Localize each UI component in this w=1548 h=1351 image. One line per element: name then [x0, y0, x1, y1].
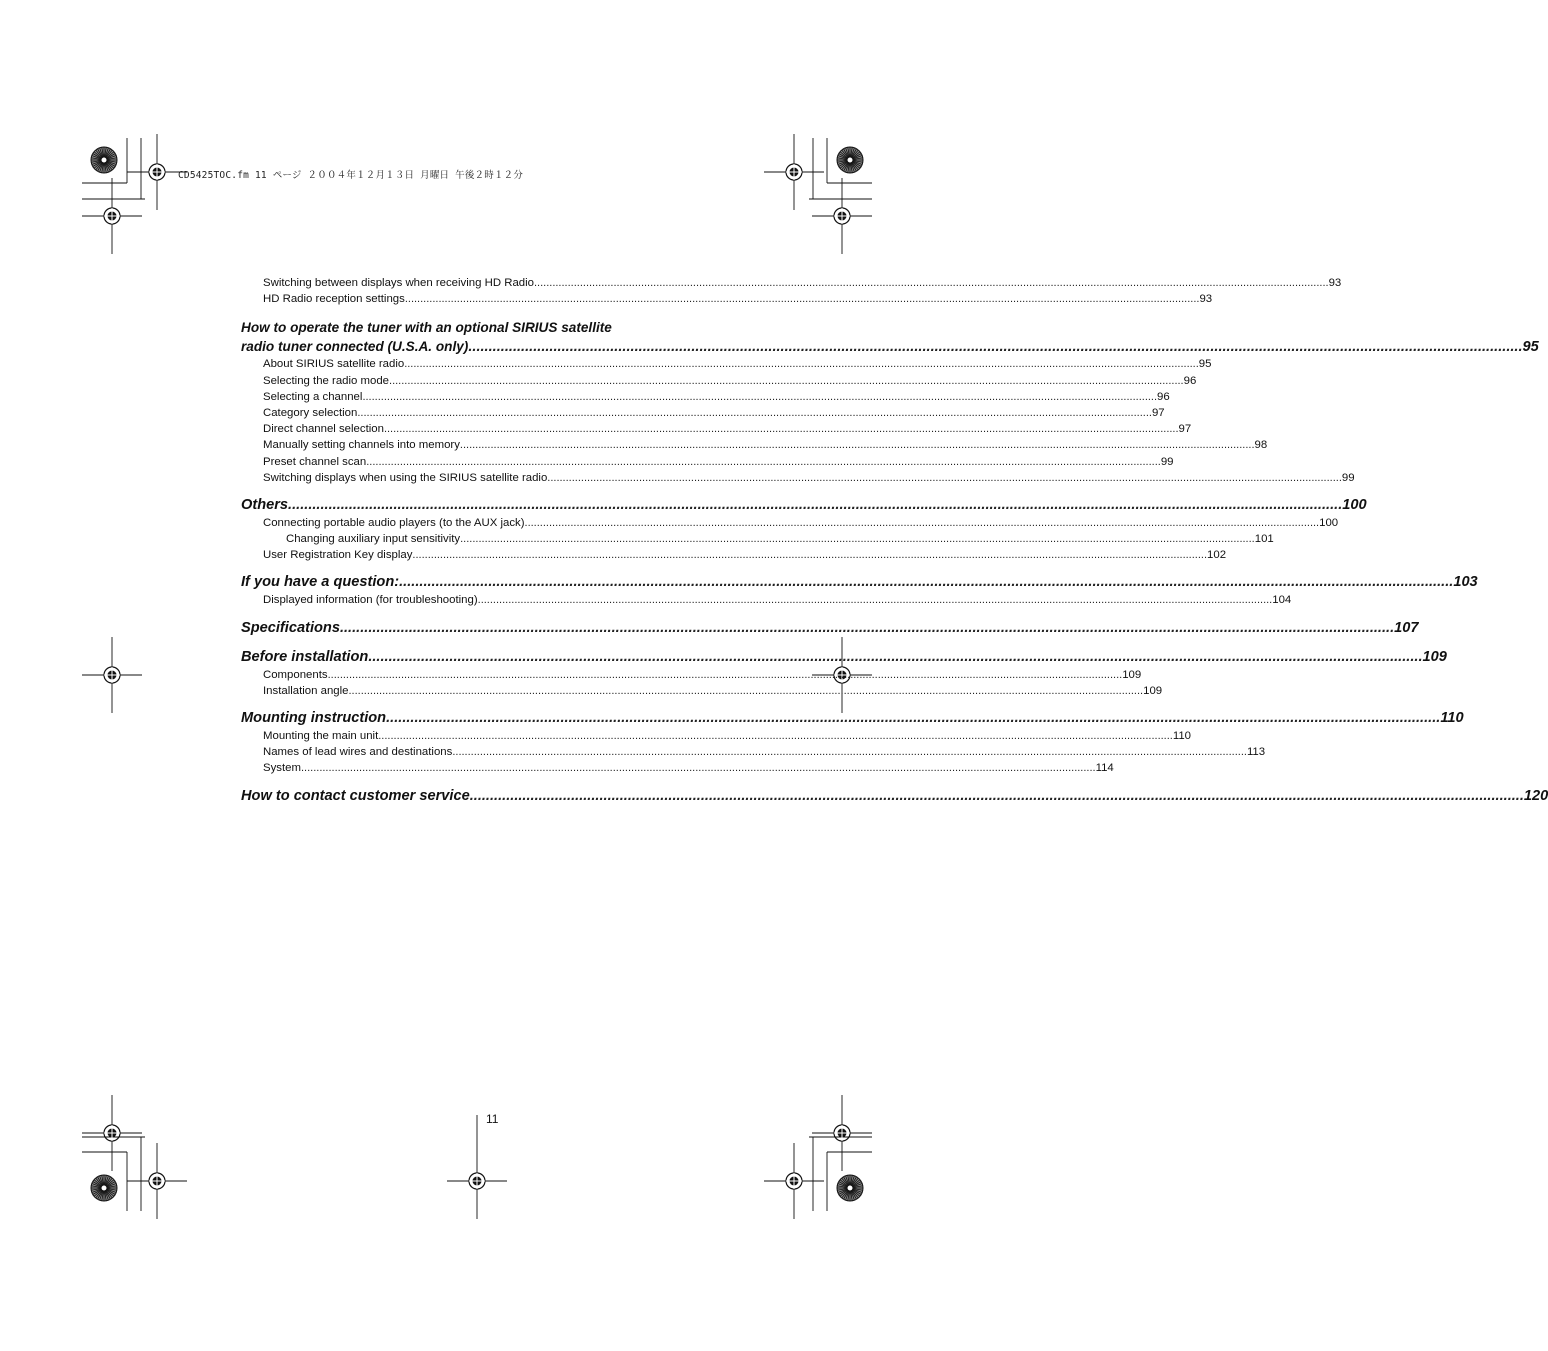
toc-entry[interactable] — [241, 470, 1355, 486]
toc-entry-page: 98 — [1254, 439, 1268, 452]
toc-entry-title: Preset channel scan — [263, 455, 367, 468]
toc-entry[interactable] — [241, 275, 1342, 291]
toc-entry[interactable] — [241, 667, 1142, 683]
toc-entry[interactable] — [241, 683, 1163, 699]
toc-entry-title: Displayed information (for troubleshooting) — [263, 594, 478, 607]
toc-entry-title: System — [263, 762, 301, 775]
dot-leader: .................................................................................................................................................................................................................................................................... — [386, 710, 1441, 726]
toc-entry-page: 109 — [1122, 668, 1142, 681]
dot-leader: .................................................................................................................................................................................................................................................................... — [452, 746, 1247, 759]
registration-mark — [82, 1095, 142, 1171]
toc-entry-page: 107 — [1394, 619, 1419, 636]
toc-entry-title: Specifications — [241, 619, 340, 636]
toc-entry-title: About SIRIUS satellite radio — [263, 358, 405, 371]
toc-heading[interactable] — [241, 496, 1367, 515]
toc-entry-page: 99 — [1160, 455, 1174, 468]
toc-heading[interactable]: How to operate the tuner with an optional SIRIUS satellite — [241, 320, 612, 336]
toc-entry[interactable] — [241, 760, 1114, 776]
dot-leader: .................................................................................................................................................................................................................................................................... — [404, 293, 1200, 306]
toc-entry-page: 102 — [1207, 549, 1227, 562]
registration-mark — [812, 1095, 872, 1171]
toc-entry-title: Switching displays when using the SIRIUS satellite radio — [263, 471, 548, 484]
toc-heading[interactable] — [241, 619, 1419, 638]
toc-entry[interactable] — [241, 547, 1227, 563]
dot-leader: .................................................................................................................................................................................................................................................................... — [399, 574, 1454, 591]
starburst-target — [91, 1175, 117, 1201]
toc-entry-page: 93 — [1199, 293, 1213, 306]
toc-entry[interactable] — [241, 515, 1339, 531]
registration-mark — [812, 178, 872, 254]
dot-leader: .................................................................................................................................................................................................................................................................... — [383, 423, 1179, 436]
dot-leader: .................................................................................................................................................................................................................................................................... — [547, 471, 1342, 484]
registration-mark — [82, 178, 142, 254]
toc-entry-page: 95 — [1198, 358, 1212, 371]
toc-heading[interactable] — [241, 648, 1447, 667]
toc-entry-page: 99 — [1341, 471, 1355, 484]
toc-entry-title: Mounting instruction — [241, 710, 387, 726]
dot-leader: .................................................................................................................................................................................................................................................................... — [348, 684, 1144, 697]
dot-leader: .................................................................................................................................................................................................................................................................... — [468, 339, 1523, 356]
toc-entry[interactable] — [241, 744, 1266, 760]
toc-entry-page: 93 — [1328, 277, 1342, 289]
toc-entry[interactable] — [241, 728, 1192, 744]
toc-entry[interactable] — [241, 531, 1274, 547]
toc-entry[interactable] — [241, 389, 1170, 405]
toc-entry[interactable] — [241, 405, 1165, 421]
toc-entry-page: 100 — [1319, 516, 1339, 529]
print-header: CD5425TOC.fm 11 ページ ２００４年１２月１３日 月曜日 午後２時１２分 — [178, 170, 524, 181]
starburst-target — [91, 147, 117, 173]
toc-entry-page: 109 — [1143, 684, 1163, 697]
toc-entry-title: Others — [241, 496, 289, 513]
registration-mark — [82, 637, 142, 713]
dot-leader: .................................................................................................................................................................................................................................................................... — [327, 668, 1123, 681]
toc-entry-title: Components — [263, 668, 328, 681]
toc-heading[interactable] — [241, 573, 1478, 592]
dot-leader: .................................................................................................................................................................................................................................................................... — [533, 277, 1329, 289]
toc-entry[interactable] — [241, 373, 1197, 389]
toc-entry-title: User Registration Key display — [263, 549, 413, 562]
toc-entry-title: Installation angle — [263, 684, 349, 697]
toc-heading[interactable] — [241, 337, 1539, 356]
toc-entry-title: Mounting the main unit — [263, 730, 379, 742]
dot-leader: .................................................................................................................................................................................................................................................................... — [366, 455, 1161, 468]
dot-leader: .................................................................................................................................................................................................................................................................... — [368, 648, 1423, 665]
dot-leader: .................................................................................................................................................................................................................................................................... — [357, 406, 1152, 419]
dot-leader: .................................................................................................................................................................................................................................................................... — [469, 787, 1524, 804]
table-of-contents — [241, 275, 1548, 806]
toc-entry-page: 97 — [1151, 406, 1165, 419]
toc-entry-title: HD Radio reception settings — [263, 293, 405, 306]
dot-leader: .................................................................................................................................................................................................................................................................... — [404, 358, 1199, 371]
toc-entry[interactable] — [241, 437, 1268, 453]
toc-entry-page: 103 — [1453, 574, 1478, 591]
toc-entry[interactable] — [241, 421, 1192, 437]
toc-entry-page: 100 — [1342, 496, 1367, 513]
toc-entry-page: 109 — [1422, 648, 1447, 665]
toc-entry-title: Direct channel selection — [263, 423, 384, 436]
dot-leader: .................................................................................................................................................................................................................................................................... — [389, 374, 1184, 387]
toc-entry-page: 97 — [1178, 423, 1192, 436]
registration-mark — [764, 1143, 824, 1219]
registration-mark — [447, 1143, 507, 1219]
toc-entry-page: 110 — [1440, 710, 1464, 726]
dot-leader: .................................................................................................................................................................................................................................................................... — [459, 439, 1255, 452]
starburst-target — [837, 147, 863, 173]
toc-heading[interactable] — [241, 709, 1464, 728]
dot-leader: .................................................................................................................................................................................................................................................................... — [460, 533, 1255, 546]
toc-entry-page: 110 — [1172, 730, 1192, 742]
dot-leader: .................................................................................................................................................................................................................................................................... — [524, 516, 1320, 529]
toc-entry-title: Category selection — [263, 406, 358, 419]
toc-entry-page: 95 — [1522, 339, 1539, 356]
toc-entry-title: Changing auxiliary input sensitivity — [286, 533, 461, 546]
toc-entry-title: Names of lead wires and destinations — [263, 746, 453, 759]
toc-heading[interactable] — [241, 787, 1548, 806]
dot-leader: .................................................................................................................................................................................................................................................................... — [300, 762, 1096, 775]
registration-mark — [127, 1143, 187, 1219]
toc-entry[interactable] — [241, 291, 1213, 307]
toc-entry[interactable] — [241, 592, 1292, 608]
toc-entry-page: 96 — [1183, 374, 1197, 387]
page-number: 11 — [486, 1112, 499, 1126]
toc-entry-page: 101 — [1254, 533, 1274, 546]
starburst-target — [837, 1175, 863, 1201]
toc-entry-title: Selecting the radio mode — [263, 374, 390, 387]
dot-leader: .................................................................................................................................................................................................................................................................... — [378, 730, 1173, 742]
toc-entry-page: 113 — [1246, 746, 1266, 759]
toc-entry-title: Before installation — [241, 648, 369, 665]
toc-entry-title: Switching between displays when receiving HD Radio — [263, 277, 534, 289]
toc-entry-title: Connecting portable audio players (to the AUX jack) — [263, 516, 525, 529]
toc-entry[interactable] — [241, 356, 1212, 372]
toc-entry-title: If you have a question: — [241, 574, 400, 591]
dot-leader: .................................................................................................................................................................................................................................................................... — [412, 549, 1208, 562]
toc-entry-title: radio tuner connected (U.S.A. only) — [241, 339, 469, 355]
dot-leader: .................................................................................................................................................................................................................................................................... — [477, 594, 1273, 607]
toc-entry-page: 114 — [1095, 762, 1114, 775]
toc-entry-page: 120 — [1523, 787, 1548, 804]
dot-leader: .................................................................................................................................................................................................................................................................... — [362, 390, 1158, 403]
dot-leader: .................................................................................................................................................................................................................................................................... — [288, 496, 1343, 513]
toc-entry-page: 96 — [1157, 390, 1170, 403]
toc-entry-title: Manually setting channels into memory — [263, 439, 460, 452]
toc-entry[interactable] — [241, 454, 1174, 470]
toc-entry-page: 104 — [1272, 594, 1292, 607]
toc-entry-title: How to contact customer service — [241, 787, 470, 804]
dot-leader: .................................................................................................................................................................................................................................................................... — [339, 619, 1395, 636]
toc-entry-title: Selecting a channel — [263, 390, 363, 403]
